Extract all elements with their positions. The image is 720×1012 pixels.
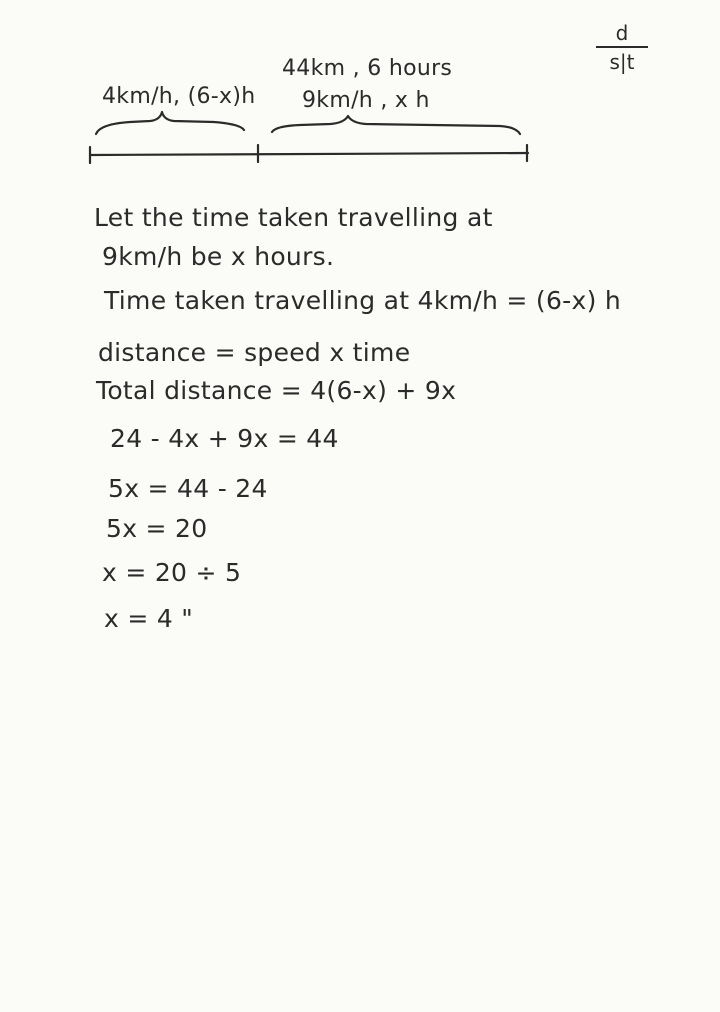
- solution-line-5: Total distance = 4(6-x) + 9x: [96, 376, 457, 405]
- solution-line-6: 24 - 4x + 9x = 44: [110, 424, 339, 453]
- solution-line-7: 5x = 44 - 24: [108, 474, 268, 503]
- solution-line-10: x = 4 ": [104, 604, 194, 633]
- solution-line-2: 9km/h be x hours.: [102, 242, 335, 271]
- solution-line-4: distance = speed x time: [98, 338, 411, 367]
- right-segment-label: 9km/h , x h: [302, 88, 430, 113]
- total-journey-label: 44km , 6 hours: [282, 56, 453, 81]
- left-segment-brace: [96, 112, 244, 134]
- solution-line-8: 5x = 20: [106, 514, 208, 543]
- right-segment-brace: [272, 116, 520, 134]
- formula-denominator: s|t: [609, 50, 635, 74]
- solution-line-1: Let the time taken travelling at: [94, 203, 493, 232]
- journey-diagram: [0, 0, 720, 200]
- solution-line-3: Time taken travelling at 4km/h = (6-x) h: [104, 286, 622, 315]
- left-segment-label: 4km/h, (6-x)h: [102, 84, 256, 109]
- formula-numerator: d: [615, 21, 629, 45]
- journey-line: [90, 153, 528, 155]
- solution-line-9: x = 20 ÷ 5: [102, 558, 242, 587]
